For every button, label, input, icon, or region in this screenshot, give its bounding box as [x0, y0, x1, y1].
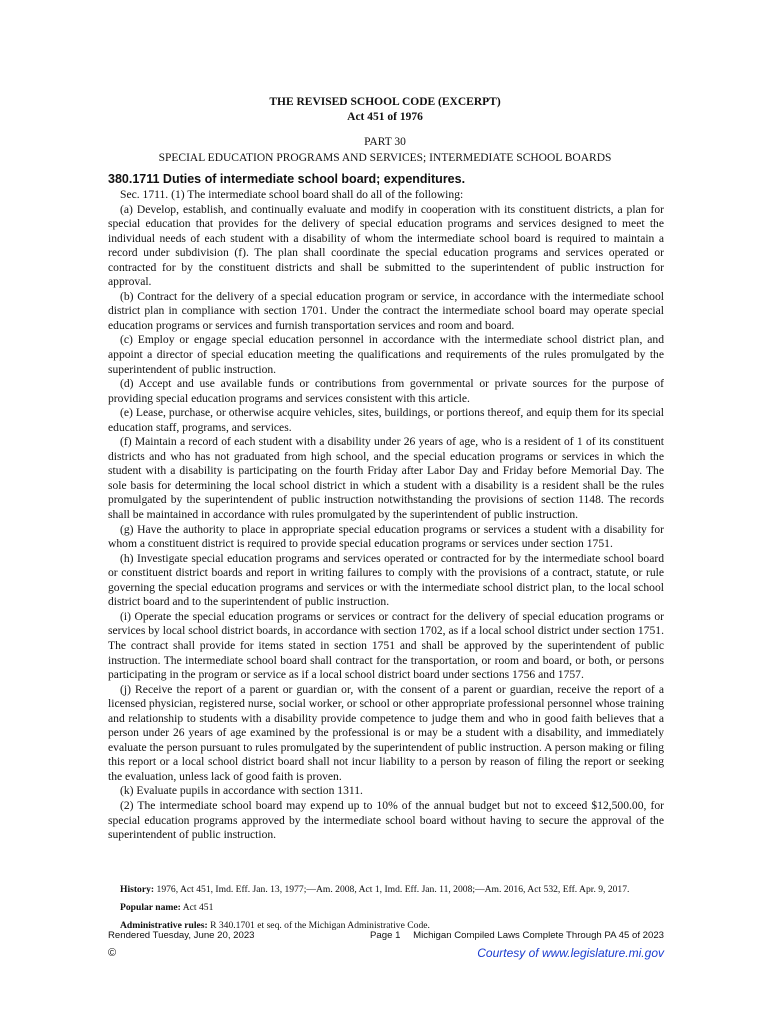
paragraph-b: (b) Contract for the delivery of a special education program or service, in accordance with the intermediate school district plan in compliance with section 1701. Under the contract the intermediate school board may operate special education programs or services and furnish transportation services and room and board.: [108, 289, 664, 332]
administrative-rules-text: R 340.1701 et seq. of the Michigan Administrative Code.: [210, 920, 430, 931]
act-number: Act 451 of 1976: [347, 111, 423, 123]
page-number: Page 1: [370, 930, 401, 941]
history-note: [120, 884, 668, 896]
history-label: History:: [120, 884, 155, 895]
popular-name-text: Act 451: [182, 902, 214, 913]
section-heading: 380.1711 Duties of intermediate school board; expenditures.: [108, 172, 466, 186]
paragraph-d: (d) Accept and use available funds or contributions from governmental or private sources for the purpose of providing special education programs and services consistent with this article.: [108, 377, 664, 405]
paragraph-h: (h) Investigate special education programs and services operated or contracted for by the intermediate school board or constituent district boards and report in writing failures to comply with the provisions of a contract, statute, or rule governing the special education programs and services or with the intermediate school district plan, to the local school district board and to the superintendent of public instruction.: [108, 551, 664, 609]
paragraph-f: (f) Maintain a record of each student with a disability under 26 years of age, who is a resident of 1 of its constituent districts and who has not graduated from high school, and the special education programs or services in which the student with a disability is participating on the fourth Friday after Labor Day and Friday before Memorial Day. The sole basis for determining the local school district in which a student with a disability is a resident shall be the rules promulgated by the superintendent of public instruction notwithstanding the provisions of section 1148. The records shall be maintained in accordance with rules promulgated by the superintendent of public instruction.: [108, 435, 664, 522]
paragraph-intro: Sec. 1711. (1) The intermediate school board shall do all of the following:: [120, 188, 464, 201]
history-text: 1976, Act 451, Imd. Eff. Jan. 13, 1977;—Am. 2008, Act 1, Imd. Eff. Jan. 11, 2008;—Am. 2016, Act 532, Eff. Apr. 9, 2017.: [156, 884, 630, 895]
paragraph-j: (j) Receive the report of a parent or guardian or, with the consent of a parent or guardian, receive the report of a licensed physician, registered nurse, social worker, or school or other appropriate professional personnel whose training and relationship to students with a disability provide competence to judge them and who in good faith believes that a person under 26 years of age examined by the professional is or may be a student with a disability, and immediately evaluate the person pursuant to rules promulgated by the superintendent of public instruction. A person making or filing this report or a local school district board shall not incur liability to a person by reason of filing the report or seeking the evaluation, unless lack of good faith is proven.: [108, 682, 664, 783]
paragraph-k: (k) Evaluate pupils in accordance with section 1311.: [120, 784, 363, 798]
paragraph-a: (a) Develop, establish, and continually evaluate and modify in cooperation with its constituent districts, a plan for special education that provides for the delivery of special education programs and services designed to meet the individual needs of each student with a disability of whom the intermediate school board is required to maintain a record under subdivision (f). The plan shall coordinate the special education programs and services operated or contracted for by the constituent districts and shall be submitted to the superintendent of public instruction for approval.: [108, 202, 664, 289]
document-title: THE REVISED SCHOOL CODE (EXCERPT): [269, 96, 501, 108]
compiled-through: Michigan Compiled Laws Complete Through PA 45 of 2023: [413, 930, 664, 941]
popular-name-note: [120, 902, 668, 914]
copyright-symbol: ©: [108, 947, 117, 959]
part-number: PART 30: [364, 136, 406, 148]
courtesy-link[interactable]: Courtesy of www.legislature.mi.gov: [477, 946, 664, 960]
paragraph-i: (i) Operate the special education programs or services or contract for the delivery of special education programs or services by local school district boards, in accordance with section 1702, as if a local school district under section 1751. The contract shall provide for items stated in section 1751 and shall be approved by the superintendent of public instruction. The intermediate school board shall contract for the transportation, or room and board, or both, or persons participating in the program or service as if a local school district board under sections 1756 and 1757.: [108, 609, 664, 682]
rendered-date: Rendered Tuesday, June 20, 2023: [108, 930, 255, 941]
paragraph-c: (c) Employ or engage special education personnel in accordance with the intermediate school district plan, and appoint a director of special education meeting the qualifications and requirements of the rules promulgated by the superintendent of public instruction.: [108, 333, 664, 376]
paragraph-e: (e) Lease, purchase, or otherwise acquire vehicles, sites, buildings, or portions thereof, and equip them for its special education staff, programs, and services.: [108, 406, 664, 434]
paragraph-g: (g) Have the authority to place in appropriate special education programs or services a student with a disability for whom a constituent district is required to provide special education programs or services under section 1751.: [108, 522, 664, 551]
popular-name-label: Popular name:: [120, 902, 181, 913]
administrative-rules-label: Administrative rules:: [120, 920, 208, 931]
section-body: [108, 188, 664, 843]
part-title: SPECIAL EDUCATION PROGRAMS AND SERVICES; INTERMEDIATE SCHOOL BOARDS: [158, 152, 612, 164]
paragraph-2: (2) The intermediate school board may expend up to 10% of the annual budget but not to exceed $12,500.00, for special education programs approved by the intermediate school board without having to secure the approval of the superintendent of public instruction.: [108, 798, 664, 842]
